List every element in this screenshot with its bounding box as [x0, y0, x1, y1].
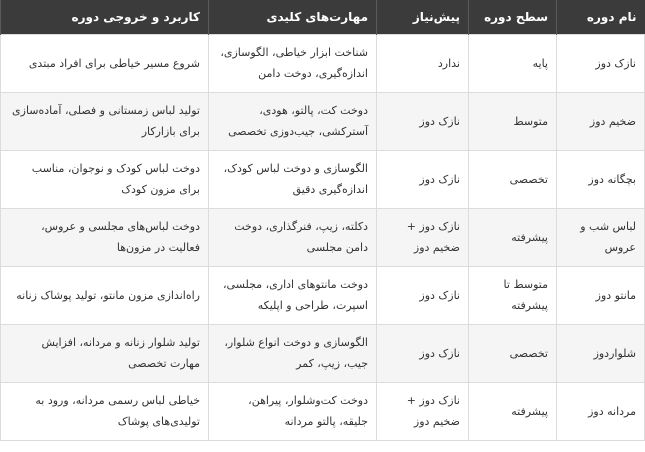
table-row — [1, 34, 645, 92]
cell-usage-output: شروع مسیر خیاطی برای افراد مبتدی — [1, 34, 209, 92]
cell-key-skills: دوخت کت‌وشلوار، پیراهن، جلیقه، پالتو مردانه — [209, 382, 377, 440]
cell-key-skills: دوخت کت، پالتو، هودی، آسترکشی، جیب‌دوزی تخصصی — [209, 92, 377, 150]
cell-key-skills: دوخت مانتوهای اداری، مجلسی، اسپرت، طراحی و اپلیکه — [209, 266, 377, 324]
cell-prerequisite: نازک دوز — [377, 324, 469, 382]
cell-usage-output: تولید لباس زمستانی و فصلی، آماده‌سازی برای بازارکار — [1, 92, 209, 150]
cell-course-level: پیشرفته — [469, 208, 557, 266]
cell-course-level: پایه — [469, 34, 557, 92]
table-row — [1, 150, 645, 208]
cell-course-level: متوسط تا پیشرفته — [469, 266, 557, 324]
cell-prerequisite: نازک دوز + ضخیم دوز — [377, 382, 469, 440]
cell-prerequisite: نازک دوز + ضخیم دوز — [377, 208, 469, 266]
cell-key-skills: دکلته، زیپ، فنرگذاری، دوخت دامن مجلسی — [209, 208, 377, 266]
header-course-level: سطح دوره — [469, 0, 557, 34]
cell-course-level: متوسط — [469, 92, 557, 150]
table-row — [1, 266, 645, 324]
cell-course-level: تخصصی — [469, 150, 557, 208]
table-body — [1, 34, 645, 440]
cell-course-name: ضخیم دوز — [557, 92, 645, 150]
cell-key-skills: الگوسازی و دوخت لباس کودک، اندازه‌گیری دقیق — [209, 150, 377, 208]
cell-key-skills: شناخت ابزار خیاطی، الگوسازی، اندازه‌گیری، دوخت دامن — [209, 34, 377, 92]
cell-course-name: بچگانه دوز — [557, 150, 645, 208]
cell-course-name: شلواردوز — [557, 324, 645, 382]
cell-prerequisite: نازک دوز — [377, 92, 469, 150]
header-course-name: نام دوره — [557, 0, 645, 34]
cell-key-skills: الگوسازی و دوخت انواع شلوار، جیب، زیپ، کمر — [209, 324, 377, 382]
header-key-skills: مهارت‌های کلیدی — [209, 0, 377, 34]
cell-course-name: مانتو دوز — [557, 266, 645, 324]
table-row — [1, 382, 645, 440]
cell-usage-output: دوخت لباس‌های مجلسی و عروس، فعالیت در مزون‌ها — [1, 208, 209, 266]
cell-usage-output: خیاطی لباس رسمی مردانه، ورود به تولیدی‌های پوشاک — [1, 382, 209, 440]
cell-prerequisite: نازک دوز — [377, 150, 469, 208]
cell-usage-output: راه‌اندازی مزون مانتو، تولید پوشاک زنانه — [1, 266, 209, 324]
cell-course-level: تخصصی — [469, 324, 557, 382]
cell-prerequisite: ندارد — [377, 34, 469, 92]
cell-usage-output: تولید شلوار زنانه و مردانه، افزایش مهارت تخصصی — [1, 324, 209, 382]
cell-usage-output: دوخت لباس کودک و نوجوان، مناسب برای مزون کودک — [1, 150, 209, 208]
cell-course-level: پیشرفته — [469, 382, 557, 440]
table-row — [1, 92, 645, 150]
table-row — [1, 208, 645, 266]
header-prerequisite: پیش‌نیاز — [377, 0, 469, 34]
table-row — [1, 324, 645, 382]
cell-course-name: لباس شب و عروس — [557, 208, 645, 266]
cell-course-name: مردانه دوز — [557, 382, 645, 440]
header-row — [1, 0, 645, 34]
cell-course-name: نازک دوز — [557, 34, 645, 92]
cell-prerequisite: نازک دوز — [377, 266, 469, 324]
header-usage-output: کاربرد و خروجی دوره — [1, 0, 209, 34]
table-header — [1, 0, 645, 34]
